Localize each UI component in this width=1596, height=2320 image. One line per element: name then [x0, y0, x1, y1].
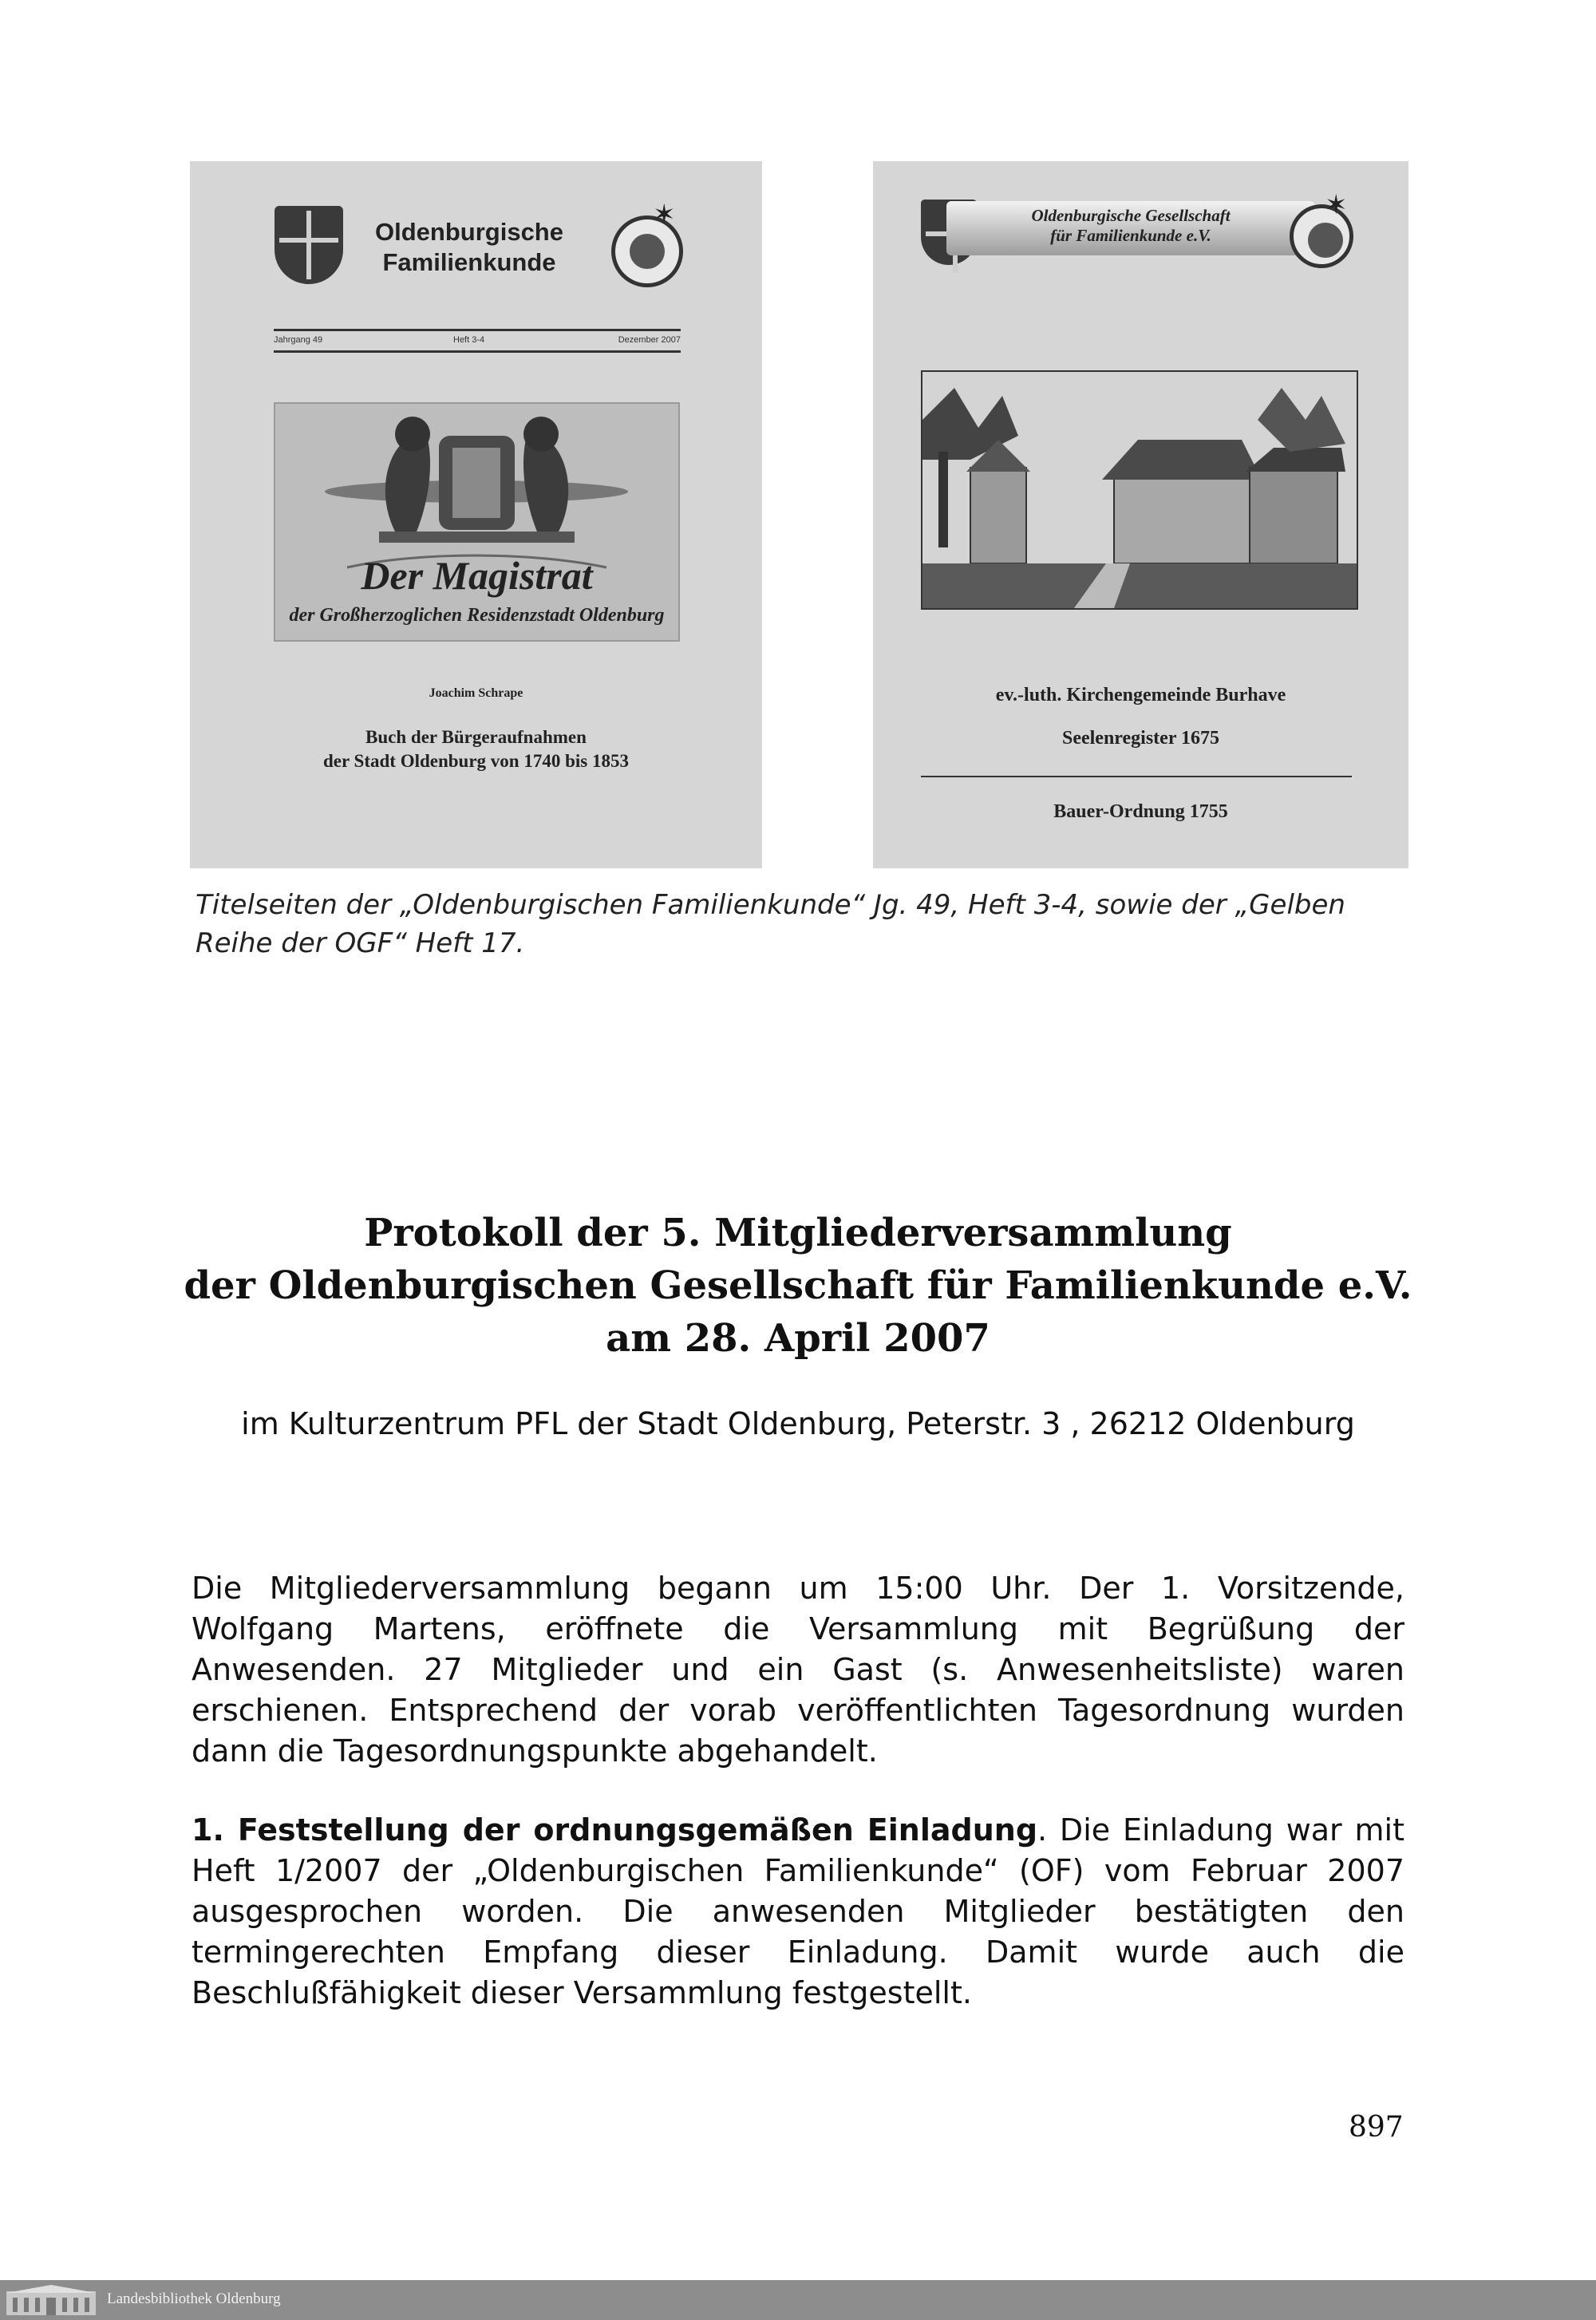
- parish-name: ev.-luth. Kirchengemeinde Burhave: [995, 685, 1286, 705]
- footer-bar: [0, 2280, 1596, 2320]
- coat-of-arms-icon: [275, 206, 343, 284]
- engraving-subtitle: der Großherzoglichen Residenzstadt Oldenburg: [289, 605, 665, 626]
- figure-caption: Titelseiten der „Oldenburgischen Familienkunde“ Jg. 49, Heft 3-4, sowie der „Gelben Reihe der OGF“ Heft 17.: [196, 889, 1345, 959]
- cover-image-oldenburgische-familienkunde: [190, 161, 762, 868]
- agenda-item-body: . Die Einladung war mit Heft 1/2007 der „Oldenburgischen Familienkunde“ (OF) vom Februar 2007 ausgesprochen worden. Die anwesenden Mitglieder bestätigten den termingerechten Empfang dieser Einladung. Damit wurde auch die Beschlußfähigkeit dieser Versammlung festgestellt.: [192, 1812, 1404, 2010]
- banner-line2: für Familienkunde e.V.: [1050, 226, 1211, 245]
- issue-info-row: [274, 329, 681, 353]
- venue-line: im Kulturzentrum PFL der Stadt Oldenburg, Peterstr. 3 , 26212 Oldenburg: [241, 1406, 1355, 1441]
- page-number: 897: [1349, 2111, 1404, 2144]
- protocol-title-line3: am 28. April 2007: [606, 1316, 990, 1361]
- burhave-church-illustration: [922, 372, 1357, 608]
- date-label: Dezember 2007: [618, 335, 681, 345]
- book-title-line1: Buch der Bürgeraufnahmen: [365, 727, 587, 747]
- paragraph-opening: Die Mitgliederversammlung begann um 15:00 Uhr. Der 1. Vorsitzende, Wolfgang Martens, eröffnete die Versammlung mit Begrüßung der Anwesenden. 27 Mitglieder und ein Gast (s. Anwesenheitsliste) waren erschienen. Entsprechend der vorab veröffentlichten Tagesordnung wurden dann die Tagesordnungspunkte abgehandelt.: [192, 1571, 1404, 1769]
- society-banner: [946, 201, 1315, 255]
- protocol-title-line2: der Oldenburgischen Gesellschaft für Familienkunde e.V.: [184, 1263, 1412, 1308]
- ordinance-title: Bauer-Ordnung 1755: [1053, 801, 1228, 822]
- author-name: Joachim Schrape: [429, 686, 523, 700]
- journal-title-line2: Familienkunde: [382, 248, 556, 276]
- protocol-title-line1: Protokoll der 5. Mitgliederversammlung: [364, 1211, 1232, 1255]
- register-title: Seelenregister 1675: [1061, 728, 1220, 749]
- library-name: Landesbibliothek Oldenburg: [107, 2290, 281, 2307]
- magistrat-engraving: [274, 402, 680, 642]
- agenda-item-heading: 1. Feststellung der ordnungsgemäßen Einladung: [192, 1812, 1038, 1848]
- star-icon: ✶: [1325, 189, 1348, 221]
- paragraph-agenda-item-1: [192, 1810, 1404, 2014]
- book-title: [190, 725, 762, 773]
- volume-label: Jahrgang 49: [274, 335, 323, 345]
- divider: [921, 776, 1352, 777]
- cover-image-gelbe-reihe: [873, 161, 1408, 868]
- book-title-line2: der Stadt Oldenburg von 1740 bis 1853: [323, 751, 629, 771]
- issue-label: Heft 3-4: [453, 335, 485, 345]
- journal-title: [373, 217, 565, 278]
- star-icon: ✶: [653, 199, 676, 231]
- banner-line1: Oldenburgische Gesellschaft: [1031, 206, 1231, 225]
- church-drawing: [921, 370, 1358, 610]
- journal-title-line1: Oldenburgische: [375, 218, 563, 246]
- engraving-title: Der Magistrat: [361, 553, 593, 598]
- library-building-icon: [6, 2285, 96, 2315]
